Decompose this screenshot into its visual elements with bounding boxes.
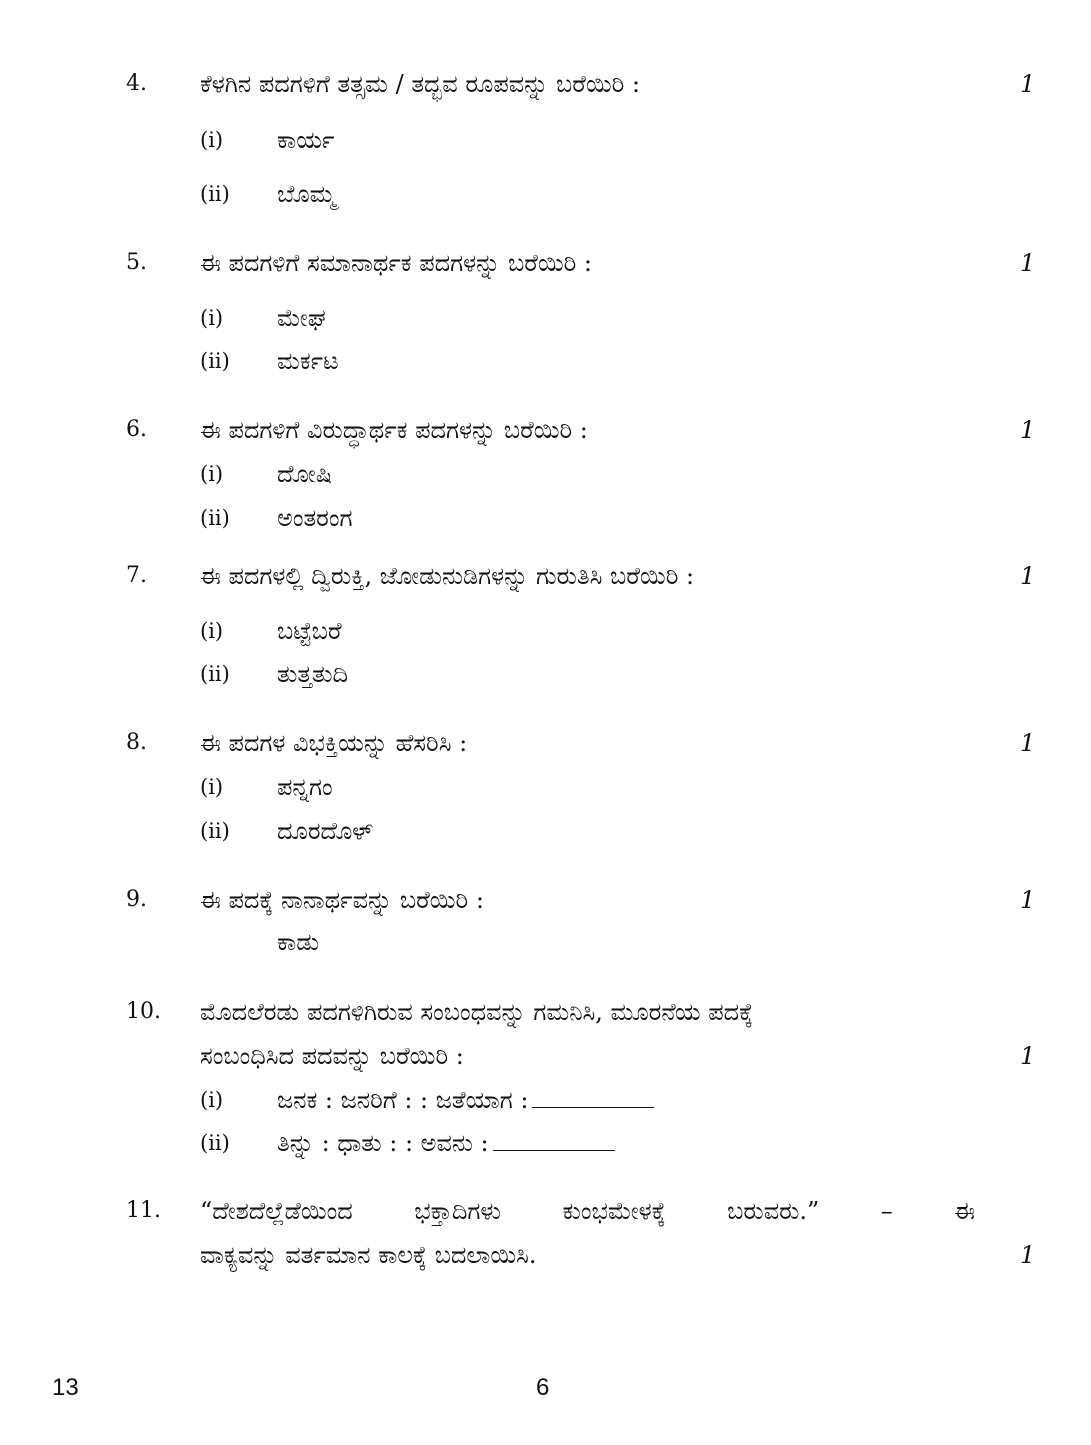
question-marks: 1 [1020,1241,1036,1269]
item-label: (ii) [200,819,230,843]
question-marks: 1 [1020,70,1036,98]
answer-blank [532,1106,654,1108]
paper-code: 13 [52,1374,79,1401]
question-text: ಈ ಪದಗಳ ವಿಭಕ್ತಿಯನ್ನು ಹೆಸರಿಸಿ : [200,729,468,757]
item-word: ಪನ್ನಗಂ [277,773,333,801]
question-word: ಕಾಡು [277,928,320,956]
item-word: ಕಾರ್ಯ [277,126,335,154]
question-marks: 1 [1020,249,1036,277]
answer-blank [493,1149,615,1151]
question-marks: 1 [1020,1042,1036,1070]
analogy-text: ತಿನ್ನು : ಧಾತು : : ಅವನು : [277,1129,489,1157]
question-text-line2: ಸಂಬಂಧಿಸಿದ ಪದವನ್ನು ಬರೆಯಿರಿ : [200,1042,464,1070]
item-label: (i) [200,619,224,643]
item-label: (i) [200,306,224,330]
question-marks: 1 [1020,416,1036,444]
question-number: 11. [126,1198,161,1223]
item-label: (ii) [200,1131,230,1155]
question-number: 5. [126,250,147,275]
item-label: (i) [200,462,224,486]
question-number: 10. [126,999,161,1024]
question-text-line1: “ದೇಶದೆಲ್ಲೆಡೆಯಿಂದ ಭಕ್ತಾದಿಗಳು ಕುಂಭಮೇಳಕ್ಕೆ ಬರುವರು.” – ಈ [200,1197,975,1225]
question-marks: 1 [1020,729,1036,757]
question-marks: 1 [1020,562,1036,590]
item-word: ಅಂತರಂಗ [277,504,353,532]
item-word: ಮರ್ಕಟ [277,347,339,375]
item-word: ಮೇಘ [277,304,326,332]
item-analogy [277,1078,654,1122]
item-label: (ii) [200,182,230,206]
page-number: 6 [536,1374,550,1401]
question-text: ಈ ಪದಗಳಿಗೆ ವಿರುದ್ಧಾರ್ಥಕ ಪದಗಳನ್ನು ಬರೆಯಿರಿ : [200,416,588,444]
question-number: 8. [126,730,147,755]
question-number: 6. [126,417,147,442]
question-marks: 1 [1020,886,1036,914]
item-label: (i) [200,1088,224,1112]
question-text-line1: ಮೊದಲೆರಡು ಪದಗಳಿಗಿರುವ ಸಂಬಂಧವನ್ನು ಗಮನಿಸಿ, ಮೂರನೆಯ ಪದಕ್ಕೆ [200,998,754,1026]
item-word: ಬೊಮ್ಮ [277,180,336,208]
item-label: (i) [200,128,224,152]
question-number: 4. [126,71,147,96]
question-text-line2: ವಾಕ್ಯವನ್ನು ವರ್ತಮಾನ ಕಾಲಕ್ಕೆ ಬದಲಾಯಿಸಿ. [200,1241,537,1269]
question-number: 9. [126,887,147,912]
item-analogy [277,1121,615,1165]
question-text: ಈ ಪದಗಳಲ್ಲಿ ದ್ವಿರುಕ್ತಿ, ಜೋಡುನುಡಿಗಳನ್ನು ಗುರುತಿಸಿ ಬರೆಯಿರಿ : [200,562,695,590]
question-number: 7. [126,563,147,588]
item-word: ದೋಷಿ [277,460,333,488]
item-label: (i) [200,775,224,799]
question-text: ಕೆಳಗಿನ ಪದಗಳಿಗೆ ತತ್ಸಮ / ತದ್ಭವ ರೂಪವನ್ನು ಬರೆಯಿರಿ : [200,70,641,98]
item-word: ತುತ್ತತುದಿ [277,660,348,688]
analogy-text: ಜನಕ : ಜನರಿಗೆ : : ಜತೆಯಾಗ : [277,1086,529,1114]
item-label: (ii) [200,349,230,373]
item-word: ಬಟ್ಟೆಬರೆ [277,617,342,645]
item-word: ದೂರದೊಳ್ [277,817,374,845]
item-label: (ii) [200,662,230,686]
question-text: ಈ ಪದಕ್ಕೆ ನಾನಾರ್ಥವನ್ನು ಬರೆಯಿರಿ : [200,886,484,914]
question-text: ಈ ಪದಗಳಿಗೆ ಸಮಾನಾರ್ಥಕ ಪದಗಳನ್ನು ಬರೆಯಿರಿ : [200,249,593,277]
item-label: (ii) [200,506,230,530]
